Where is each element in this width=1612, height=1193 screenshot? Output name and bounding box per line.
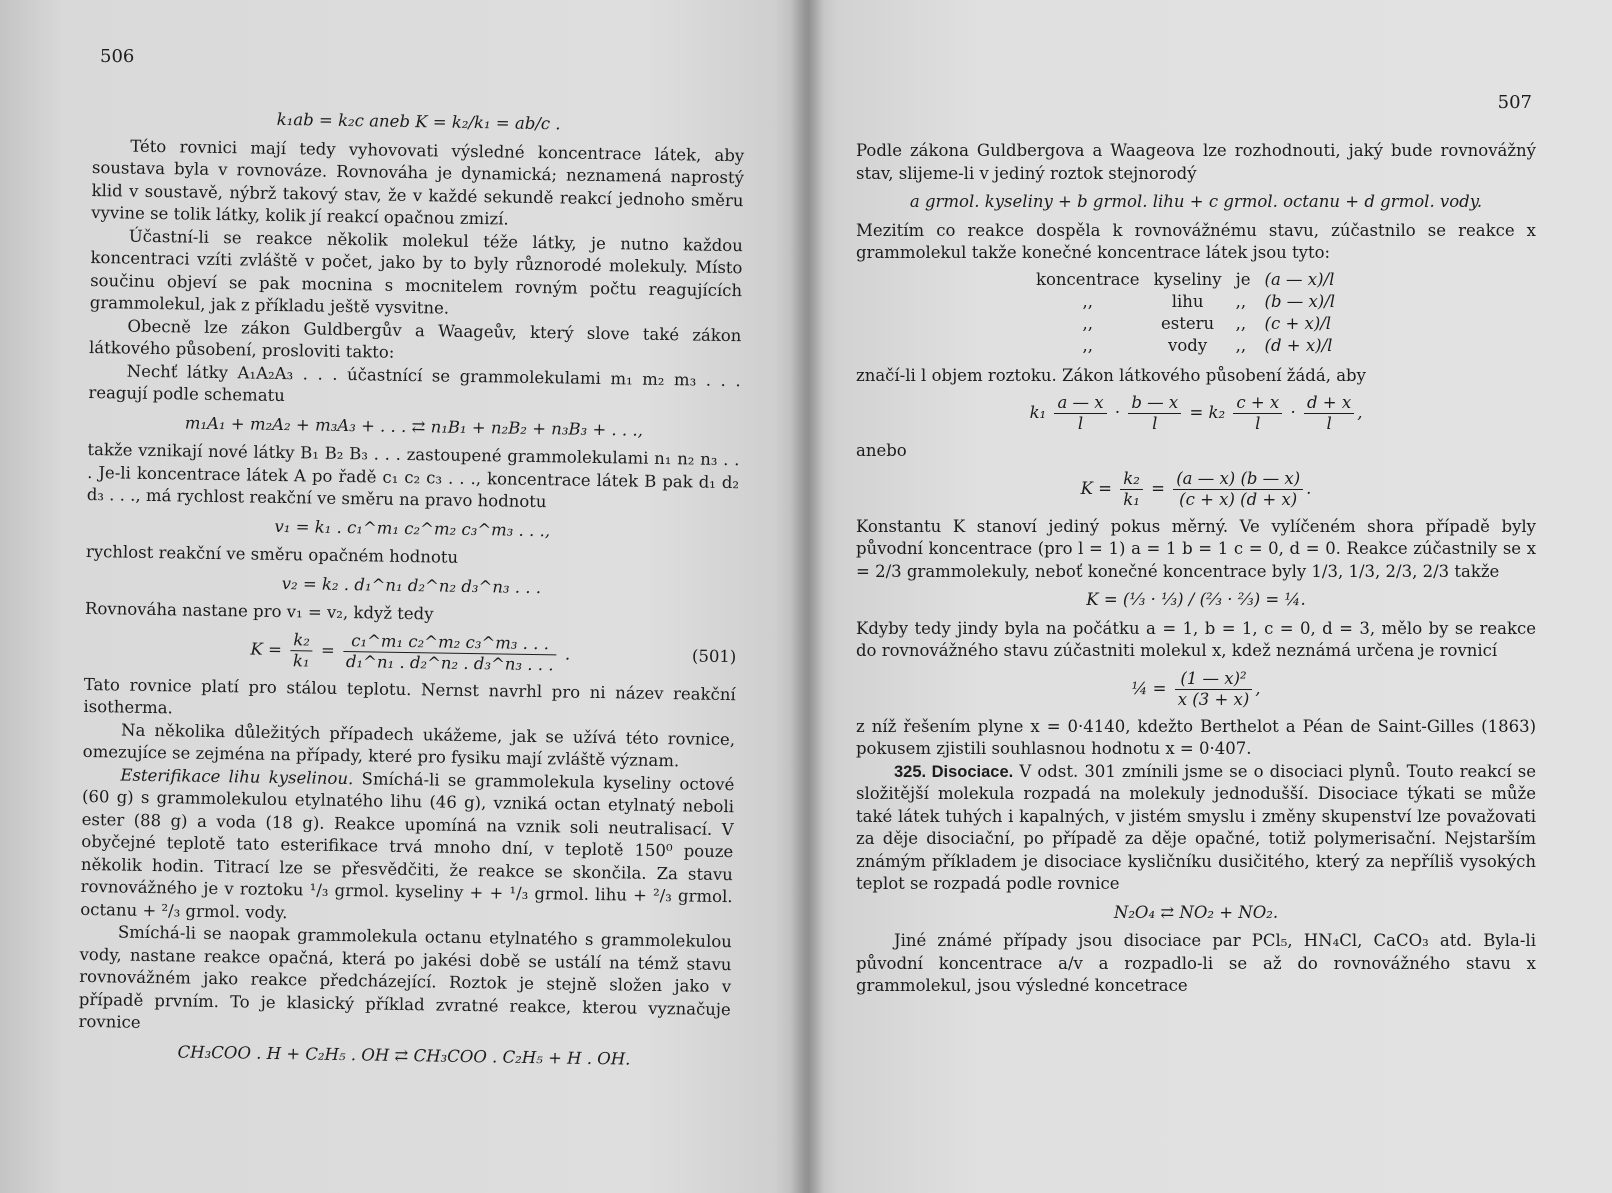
equation-number: (501) (691, 646, 737, 666)
equation-mixture: a grmol. kyseliny + b grmol. lihu + c grmol. octanu + d grmol. vody. (909, 192, 1483, 211)
anebo-label: anebo (856, 441, 907, 460)
equation-501: K = $\frac{\text{k₂}}{\text{k₁}}$ = $\frac{\text{c₁\textasciicircum{}m₁ c₂\textasciicircum{}m₂ c₃\textasciicircum{}m₃ . . .}}{\text{d₁\textasciicircum{}n₁ . d₂\textasciicircum{}n₂ . d₃\textasciicircum{}n₃ . . .}}$ . (501) (250, 629, 737, 674)
fraction: $\frac{d + x}{l}$ (1304, 393, 1354, 434)
fraction: $\frac{\text{k₂}}{\text{k₁}}$ (290, 630, 313, 671)
equation-v2: v₂ = k₂ . d₁^n₁ d₂^n₂ d₃^n₃ . . . (281, 573, 542, 597)
equation-esterification: CH₃COO . H + C₂H₅ . OH ⇄ CH₃COO . C₂H₅ + H . OH. (177, 1041, 631, 1069)
fraction: $\frac{(a — x) (b — x)}{(c + x) (d + x)}$ (1173, 469, 1303, 510)
paragraph: Esterifikace lihu kyselinou. Smíchá-li se grammolekula kyseliny octové (60 g) s grammolekulou etylnatého lihu (46 g), vzniká octan etylnatý neboli ester (88 g) a voda (18 g). Reakce upomíná na vznik soli neutralisací. V obyčejné teplotě tato esterifikace trvá mnoho dní, v teplotě 150⁰ pouze několik hodin. Titrací lze se přesvědčiti, že reakce se skončila. Za stavu rovnovážného je v roztoku ¹/₃ grmol. kyseliny + + ¹/₃ grmol. lihu + ²/₃ grmol. octanu + ²/₃ grmol. vody. (80, 765, 735, 922)
equation-K-ratio: K = $\frac{\text{k₂}}{\text{k₁}}$ = $\frac{(a — x) (b — x)}{(c + x) (d + x)}$ . (1080, 468, 1312, 509)
paragraph: takže vznikají nové látky B₁ B₂ B₃ . . . zastoupené grammolekulami n₁ n₂ n₃ . . . Je-li koncentrace látek A po řadě c₁ c₂ c₃ . . ., koncentrace látek B pak d₁ d₂ d₃ . . ., má rychlost reakční ve směru na pravo hodnotu (86, 439, 740, 512)
paragraph: z níž řešením plyne x = 0·4140, kdežto Berthelot a Péan de Saint-Gilles (1863) pokusem zjistili souhlasnou hodnotu x = 0·407. (856, 716, 1536, 758)
equation-reaction-schema: m₁A₁ + m₂A₂ + m₃A₃ + . . . ⇄ n₁B₁ + n₂B₂ + n₃B₃ + . . ., (184, 412, 644, 440)
table-row: ,, vody ,, (d + x)/l (1082, 335, 1333, 355)
paragraph: Nechť látky A₁A₂A₃ . . . účastnící se grammolekulami m₁ m₂ m₃ . . . reagují podle schematu (88, 361, 741, 406)
equation-equilibrium-constant: k₁ab = k₂c aneb K = k₂/k₁ = ab/c . (276, 109, 561, 134)
table-row: koncentrace kyseliny je (a — x)/l (1036, 269, 1335, 289)
left-text-column (78, 100, 745, 1078)
paragraph: Této rovnici mají tedy vyhovovati výsledné koncentrace látek, aby soustava byla v rovnováze. Rovnováha je dynamická; neznamená naprostý klid v soustavě, nýbrž takový stav, že v každé sekundě reakcí jednoho směru vyvine se tolik látky, kolik jí reakcí opačnou zmizí. (91, 136, 745, 229)
paragraph: Smíchá-li se naopak grammolekula octanu etylnatého s grammolekulou vody, nastane reakce opačná, která po jakési době se ustálí na témž stavu rovnovážném jako reakce předcházející. Roztok je stejně složen jako v případě prvním. To je klasický příklad zvratné reakce, kterou vyznačuje rovnice (78, 922, 733, 1032)
fraction: $\frac{\text{c₁\textasciicircum{}m₁ c₂\textasciicircum{}m₂ c₃\textasciicircum{}m₃ . . .}}{\text{d₁\textasciicircum{}n₁ . d₂\textasciicircum{}n₂ . d₃\textasciicircum{}n₃ . . .}}$ (343, 630, 557, 674)
paragraph: Jiné známé případy jsou disociace par PCl₅, HN₄Cl, CaCO₃ atd. Byla-li původní koncentrace a/v a rozpadlo-li se až do rovnovážného stavu x grammolekul, jsou výsledné koncetrace (856, 931, 1536, 995)
paragraph: 325. Disociace. V odst. 301 zmínili jsme se o disociaci plynů. Touto reakcí se složitější molekula rozpadá na molekuly jednodušší. Disociace týkati se může také látek tuhých i kapalných, v jistém smyslu i změny skupenství lze považovati za děje disociační, po případě za děje opačné, totiž polymerisační. Nejstarším známým příkladem je disociace kysličníku dusičitého, který za nepříliš vysokých teplot se rozpadá podle rovnice (856, 761, 1536, 893)
table-row: ,, esteru ,, (c + x)/l (1082, 313, 1332, 333)
paragraph: Podle zákona Guldbergova a Waageova lze rozhodnouti, jaký bude rovnovážný stav, slijeme-li v jediný roztok stejnorodý (856, 141, 1536, 183)
paragraph: Na několika důležitých případech ukážeme, jak se užívá této rovnice, omezujíce se zejména na případy, které pro fysiku mají zvláště význam. (82, 720, 736, 771)
equation-dissociation: N₂O₄ ⇄ NO₂ + NO₂. (1113, 902, 1279, 922)
paragraph: Rovnováha nastane pro v₁ = v₂, když tedy (84, 598, 434, 624)
fraction: $\frac{a — x}{l}$ (1054, 393, 1106, 434)
fraction: $\frac{\text{(1 — x)²}}{x (3 + x)}$ (1175, 669, 1253, 710)
page-number-left: 506 (100, 46, 135, 67)
table-row: ,, lihu ,, (b — x)/l (1082, 291, 1336, 311)
right-page (806, 0, 1612, 1193)
concentration-table (1036, 269, 1349, 357)
section-title: Esterifikace lihu kyselinou. (120, 765, 354, 788)
equation-mass-action: k₁ $\frac{a — x}{l}$ · $\frac{b — x}{l}$ = k₂ $\frac{c + x}{l}$ · $\frac{d + x}{l}$ , (1029, 393, 1363, 433)
book-gutter-shadow (790, 0, 824, 1193)
fraction: $\frac{\text{k₂}}{\text{k₁}}$ (1120, 469, 1143, 510)
equation-unknown-x: ¼ = $\frac{\text{(1 — x)²}}{x (3 + x)}$ , (1131, 668, 1261, 709)
fraction: $\frac{b — x}{l}$ (1128, 393, 1181, 434)
paragraph: rychlost reakční ve směru opačném hodnotu (85, 541, 459, 567)
fraction: $\frac{c + x}{l}$ (1233, 393, 1282, 434)
equation-v1: v₁ = k₁ . c₁^m₁ c₂^m₂ c₃^m₃ . . ., (274, 516, 551, 540)
paragraph: Mezitím co reakce dospěla k rovnovážnému stavu, zúčastnilo se reakce x grammolekul takže konečné koncentrace látek jsou tyto: (856, 220, 1536, 262)
paragraph: Tato rovnice platí pro stálou teplotu. Nernst navrhl pro ni název reakční isotherma. (83, 674, 736, 718)
right-text-column (856, 140, 1536, 998)
paragraph: Obecně lze zákon Guldbergův a Waageův, který slove také zákon látkového působení, prosloviti takto: (88, 316, 742, 362)
equation-K-value: K = (⅓ · ⅓) / (⅔ · ⅔) = ¼. (1086, 590, 1306, 609)
paragraph: Účastní-li se reakce několik molekul téže látky, je nutno každou koncentraci vzíti zvláště v počet, jako by to byly různorodé molekuly. Místo součinu objeví se pak mocnina s mocnitelem rovným počtu reagujících grammolekul, jak z příkladu ještě vysvitne. (89, 226, 743, 318)
page-number-right: 507 (1497, 92, 1532, 113)
paragraph: značí-li l objem roztoku. Zákon látkového působení žádá, aby (856, 365, 1366, 385)
section-heading: 325. Disociace. (894, 762, 1014, 781)
paragraph: Konstantu K stanoví jediný pokus měrný. Ve vylíčeném shora případě byly původní koncentrace (pro l = 1) a = 1 b = 1 c = 0, d = 0. Reakce zúčastnily se x = 2/3 grammolekuly, neboť konečné koncentrace byly 1/3, 1/3, 2/3, 2/3 takže (856, 516, 1536, 581)
paragraph: Kdyby tedy jindy byla na počátku a = 1, b = 1, c = 0, d = 3, mělo by se reakce do rovnovážného stavu zúčastniti molekul x, kdež neznámá určena je rovnicí (856, 618, 1536, 660)
